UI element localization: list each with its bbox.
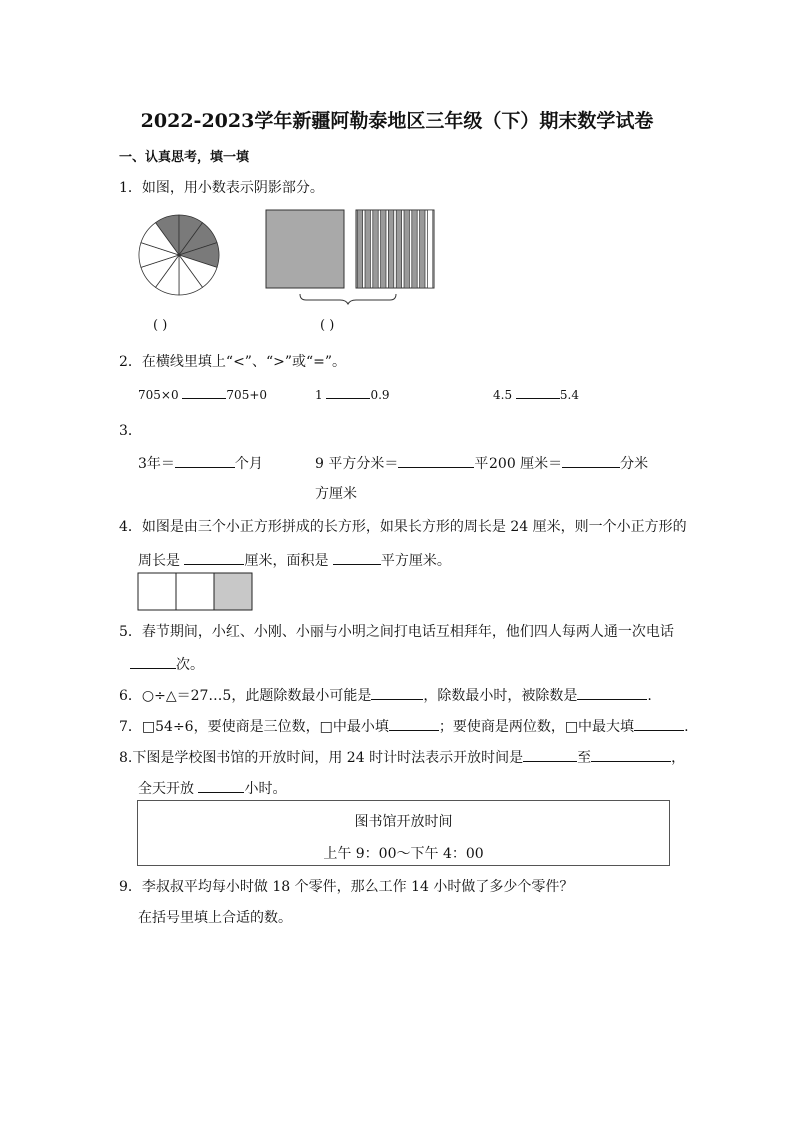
convert-b-right: 平 [474,456,489,472]
blank-max-digit[interactable] [634,718,684,731]
q8-part-b: 至 [577,750,592,766]
shaded-square [266,210,344,288]
page-title: 2022-2023学年新疆阿勒泰地区三年级（下）期末数学试卷 [140,110,654,132]
q5-unit: 次。 [176,657,204,673]
question-1-text: 1．如图，用小数表示阴影部分。 [119,180,324,196]
blank-convert-a[interactable] [175,455,235,468]
library-hours-title: 图书馆开放时间 [354,814,453,830]
q4-part-a: 周长是 [138,553,180,569]
small-square-1 [138,573,176,610]
compare-c-left: 4.5 [493,388,513,402]
compare-c-right: 5.4 [559,388,580,402]
strip [357,210,362,288]
convert-b-left: 9 平方分米＝ [315,456,399,472]
compare-a [138,386,267,402]
blank-hours[interactable] [198,780,244,793]
blank-dividend[interactable] [577,687,647,700]
question-6 [119,685,652,705]
q8-line2-b: 小时。 [244,781,287,797]
question-8-line2 [138,778,286,798]
compare-a-right: 705+0 [226,388,268,402]
question-3-number: 3． [119,423,142,439]
q4-part-b: 厘米，面积是 [244,553,329,569]
question-9-sub: 在括号里填上合适的数。 [138,910,292,926]
q8-part-c: ， [671,750,686,766]
blank-convert-b[interactable] [398,455,474,468]
convert-c [489,453,648,473]
compare-b-left: 1 [315,388,323,402]
compare-c [493,386,579,402]
blank-open-time[interactable] [523,749,577,762]
library-hours-box [137,800,670,866]
small-square-3-shaded [214,573,252,610]
small-square-2 [176,573,214,610]
blank-min-digit[interactable] [389,718,439,731]
strip [404,210,409,288]
q6-part-c: . [647,688,652,704]
shaded-circle-figure [135,210,225,300]
convert-c-right: 分米 [620,456,649,472]
q7-part-a: 7．□54÷6，要使商是三位数，□中最小填 [119,719,389,735]
convert-b-unit: 方厘米 [315,486,357,502]
compare-b-right: 0.9 [370,388,390,402]
q8-line2-a: 全天开放 [138,781,194,797]
strip [420,210,425,288]
blank-calls[interactable] [130,656,176,669]
convert-a [138,453,263,473]
convert-a-right: 个月 [234,456,263,472]
section-heading: 一、认真思考，填一填 [119,150,250,165]
blank-compare-c[interactable] [516,386,560,399]
blank-divisor[interactable] [371,687,423,700]
q4-part-c: 平方厘米。 [380,553,451,569]
library-hours-time: 上午 9：00～下午 4：00 [323,846,484,862]
compare-a-left: 705×0 [138,388,179,402]
q8-part-a: 8.下图是学校图书馆的开放时间，用 24 时计时法表示开放时间是 [119,750,524,766]
question-4-line2 [138,550,451,570]
q7-part-c: . [684,719,689,735]
blank-compare-a[interactable] [182,386,226,399]
strip [427,210,432,288]
question-4-line1: 4．如图是由三个小正方形拼成的长方形，如果长方形的周长是 24 厘米，则一个小正方形的 [119,519,687,535]
question-7 [119,716,689,736]
answer-paren-left[interactable]: ( ) [153,318,168,333]
strip [412,210,417,288]
convert-a-left: 3年＝ [138,456,175,472]
blank-close-time[interactable] [591,749,671,762]
q6-part-b: ，除数最小时，被除数是 [423,688,578,704]
question-2-text: 2．在横线里填上“<”、“>”或“=”。 [119,354,347,370]
three-squares-figure [137,572,257,612]
question-9-text: 9．李叔叔平均每小时做 18 个零件，那么工作 14 小时做了多少个零件？ [119,879,574,895]
strip [388,210,393,288]
strip [396,210,401,288]
blank-area[interactable] [333,552,381,565]
blank-perimeter[interactable] [184,552,244,565]
convert-c-left: 200 厘米＝ [489,456,563,472]
square-figures [262,208,438,306]
strip [365,210,370,288]
strip [373,210,378,288]
convert-b [315,453,488,473]
question-5-line2 [130,654,204,674]
strip [381,210,386,288]
question-8-line1 [119,747,685,767]
brace [300,294,396,304]
blank-compare-b[interactable] [326,386,370,399]
answer-paren-right[interactable]: ( ) [320,318,335,333]
blank-convert-c[interactable] [562,455,620,468]
q7-part-b: ；要使商是两位数，□中最大填 [438,719,635,735]
q6-part-a: 6．○÷△＝27…5，此题除数最小可能是 [119,688,372,704]
question-5-line1: 5．春节期间，小红、小刚、小丽与小明之间打电话互相拜年，他们四人每两人通一次电话 [119,624,674,640]
compare-b [315,386,390,402]
